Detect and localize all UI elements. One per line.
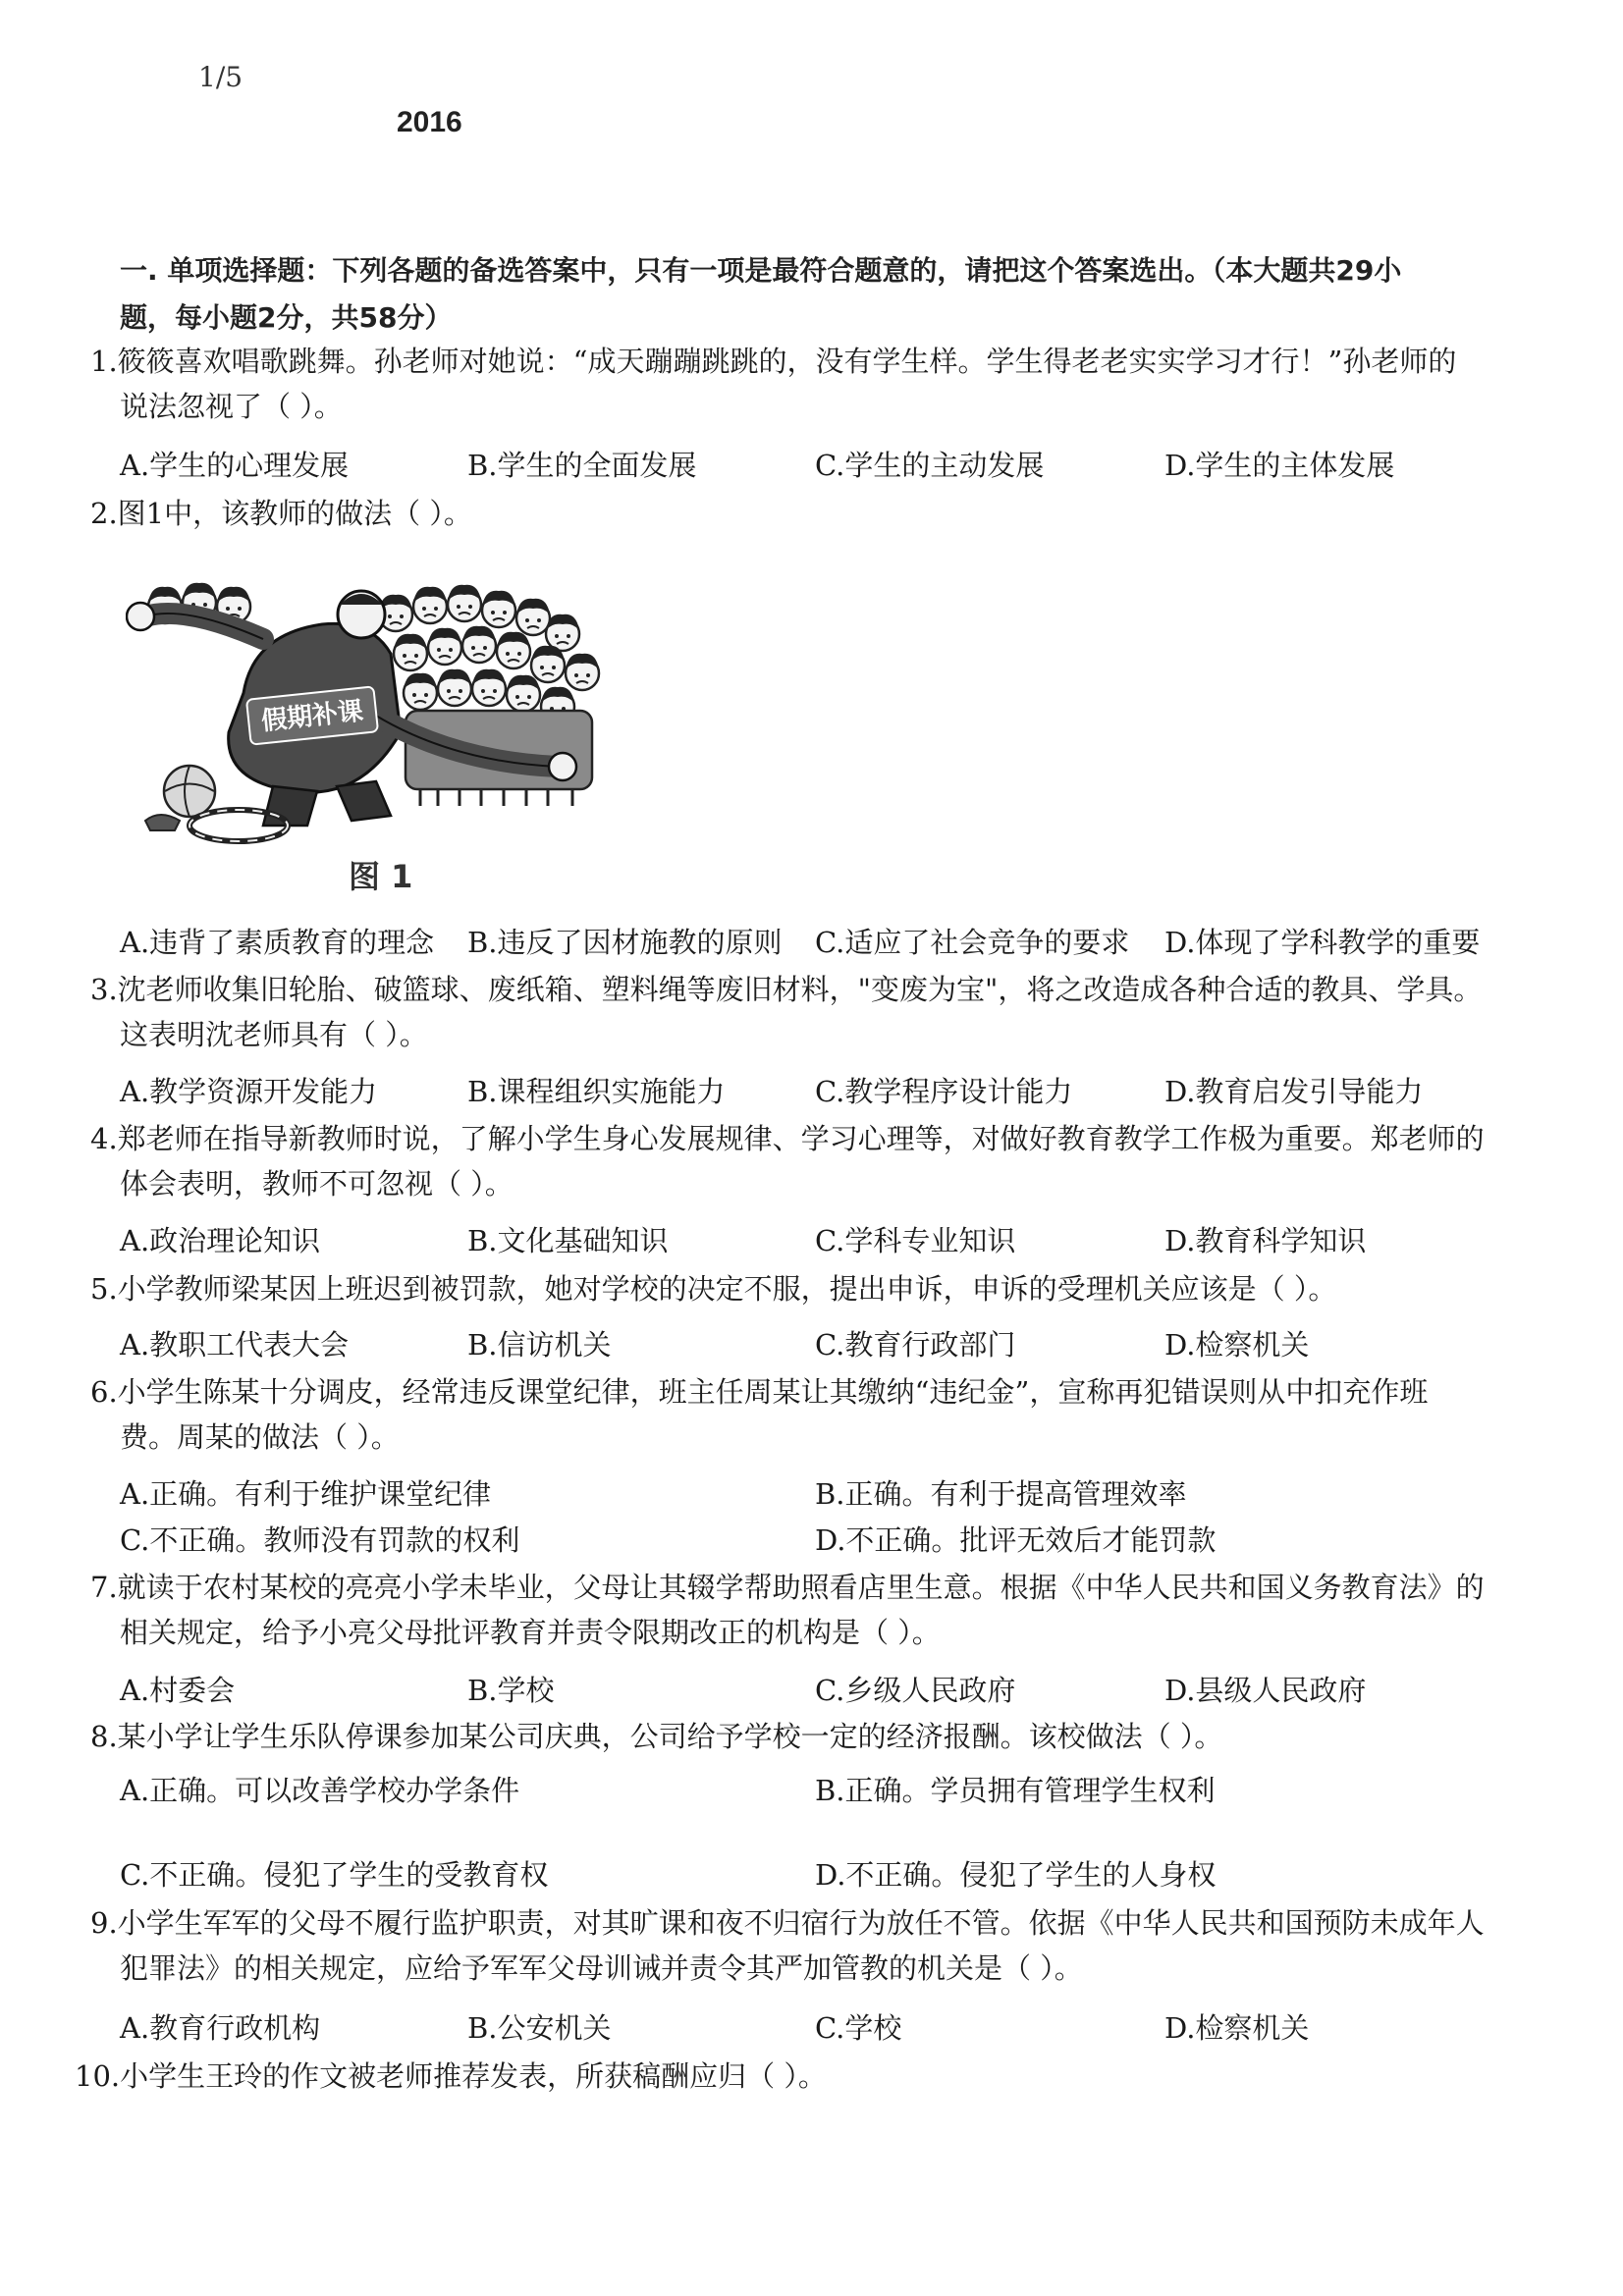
- q9-option-b: B.公安机关: [467, 2011, 612, 2045]
- q7-option-c: C.乡级人民政府: [815, 1674, 1016, 1707]
- question-9-line-1: 9.小学生军军的父母不履行监护职责，对其旷课和夜不归宿行为放任不管。依据《中华人民共和国预防未成年人: [90, 1906, 1485, 1940]
- question-1-line-2: 说法忽视了（ ）。: [120, 390, 343, 423]
- q2-option-a: A.违背了素质教育的理念: [120, 926, 435, 959]
- question-6-line-1: 6.小学生陈某十分调皮，经常违反课堂纪律，班主任周某让其缴纳“违纪金”，宣称再犯错误则从中扣充作班: [90, 1375, 1429, 1409]
- question-10-line-1: 10.小学生王玲的作文被老师推荐发表，所获稿酬应归（ ）。: [75, 2059, 827, 2093]
- q3-option-c: C.教学程序设计能力: [815, 1075, 1073, 1108]
- question-8: [90, 1714, 1222, 1759]
- q1-option-b: B.学生的全面发展: [467, 449, 697, 482]
- q6-option-a: A.正确。有利于维护课堂纪律: [120, 1477, 492, 1511]
- q7-option-a: A.村委会: [120, 1674, 236, 1707]
- q5-option-a: A.教职工代表大会: [120, 1328, 350, 1362]
- question-4-line-2: 体会表明，教师不可忽视（ ）。: [120, 1167, 514, 1201]
- section-heading: [120, 247, 1494, 342]
- q8-option-a: A.正确。可以改善学校办学条件: [120, 1774, 520, 1807]
- q3-option-a: A.教学资源开发能力: [120, 1075, 378, 1108]
- q8-option-c: C.不正确。侵犯了学生的受教育权: [120, 1858, 549, 1892]
- q3-option-b: B.课程组织实施能力: [467, 1075, 726, 1108]
- question-5: [90, 1266, 1336, 1311]
- question-5-line-1: 5.小学教师梁某因上班迟到被罚款，她对学校的决定不服，提出申诉，申诉的受理机关应该是（ ）。: [90, 1272, 1337, 1306]
- question-9-line-2: 犯罪法》的相关规定，应给予军军父母训诫并责令其严加管教的机关是（ ）。: [120, 1951, 1083, 1985]
- page-number: 1/5: [198, 61, 243, 93]
- q2-option-b: B.违反了因材施教的原则: [467, 926, 783, 959]
- question-2: [90, 491, 472, 536]
- section-heading-line-2: 题，每小题2分，共58分）: [120, 301, 453, 334]
- q3-option-d: D.教育启发引导能力: [1164, 1075, 1424, 1108]
- q4-option-c: C.学科专业知识: [815, 1224, 1016, 1257]
- q4-option-d: D.教育科学知识: [1164, 1224, 1367, 1257]
- question-1-line-1: 1.筱筱喜欢唱歌跳舞。孙老师对她说：“成天蹦蹦跳跳的，没有学生样。学生得老老实实学习才行！”孙老师的: [90, 345, 1457, 378]
- q6-option-b: B.正确。有利于提高管理效率: [815, 1477, 1187, 1511]
- q1-option-c: C.学生的主动发展: [815, 449, 1045, 482]
- q4-option-b: B.文化基础知识: [467, 1224, 669, 1257]
- q7-option-b: B.学校: [467, 1674, 555, 1707]
- question-4: [90, 1116, 1485, 1206]
- figure-1-label: 图 1: [349, 858, 413, 895]
- question-7-line-1: 7.就读于农村某校的亮亮小学未毕业，父母让其辍学帮助照看店里生意。根据《中华人民共和国义务教育法》的: [90, 1571, 1485, 1604]
- figure-1-illustration: [126, 546, 676, 870]
- question-3: [90, 967, 1482, 1057]
- question-7: [90, 1565, 1485, 1655]
- q4-option-a: A.政治理论知识: [120, 1224, 321, 1257]
- q7-option-d: D.县级人民政府: [1164, 1674, 1367, 1707]
- q5-option-c: C.教育行政部门: [815, 1328, 1016, 1362]
- exam-year: 2016: [397, 106, 462, 138]
- q1-option-d: D.学生的主体发展: [1164, 449, 1395, 482]
- question-6: [90, 1369, 1428, 1460]
- q1-option-a: A.学生的心理发展: [120, 449, 350, 482]
- question-1: [90, 339, 1456, 429]
- q8-option-b: B.正确。学员拥有管理学生权利: [815, 1774, 1216, 1807]
- figure-sign-text: 假期补课: [259, 696, 365, 737]
- q2-option-c: C.适应了社会竞争的要求: [815, 926, 1130, 959]
- q5-option-d: D.检察机关: [1164, 1328, 1310, 1362]
- q5-option-b: B.信访机关: [467, 1328, 612, 1362]
- section-heading-line-1: 一. 单项选择题：下列各题的备选答案中，只有一项是最符合题意的，请把这个答案选出。（本大题共29小: [120, 254, 1402, 287]
- question-10: [75, 2054, 827, 2099]
- question-6-line-2: 费。周某的做法（ ）。: [120, 1420, 400, 1454]
- q9-option-a: A.教育行政机构: [120, 2011, 321, 2045]
- q6-option-c: C.不正确。教师没有罚款的权利: [120, 1523, 520, 1557]
- q2-option-d: D.体现了学科教学的重要: [1164, 926, 1481, 959]
- question-8-line-1: 8.某小学让学生乐队停课参加某公司庆典，公司给予学校一定的经济报酬。该校做法（ ）。: [90, 1720, 1223, 1753]
- q6-option-d: D.不正确。批评无效后才能罚款: [815, 1523, 1217, 1557]
- question-9: [90, 1900, 1485, 1991]
- q9-option-d: D.检察机关: [1164, 2011, 1310, 2045]
- q9-option-c: C.学校: [815, 2011, 902, 2045]
- q8-option-d: D.不正确。侵犯了学生的人身权: [815, 1858, 1217, 1892]
- question-4-line-1: 4.郑老师在指导新教师时说，了解小学生身心发展规律、学习心理等，对做好教育教学工作极为重要。郑老师的: [90, 1122, 1485, 1155]
- question-3-line-1: 3.沈老师收集旧轮胎、破篮球、废纸箱、塑料绳等废旧材料，"变废为宝"，将之改造成各种合适的教具、学具。: [90, 973, 1483, 1006]
- question-2-line-1: 2.图1中，该教师的做法（ ）。: [90, 497, 472, 530]
- question-3-line-2: 这表明沈老师具有（ ）。: [120, 1018, 428, 1051]
- question-7-line-2: 相关规定，给予小亮父母批评教育并责令限期改正的机构是（ ）。: [120, 1616, 941, 1649]
